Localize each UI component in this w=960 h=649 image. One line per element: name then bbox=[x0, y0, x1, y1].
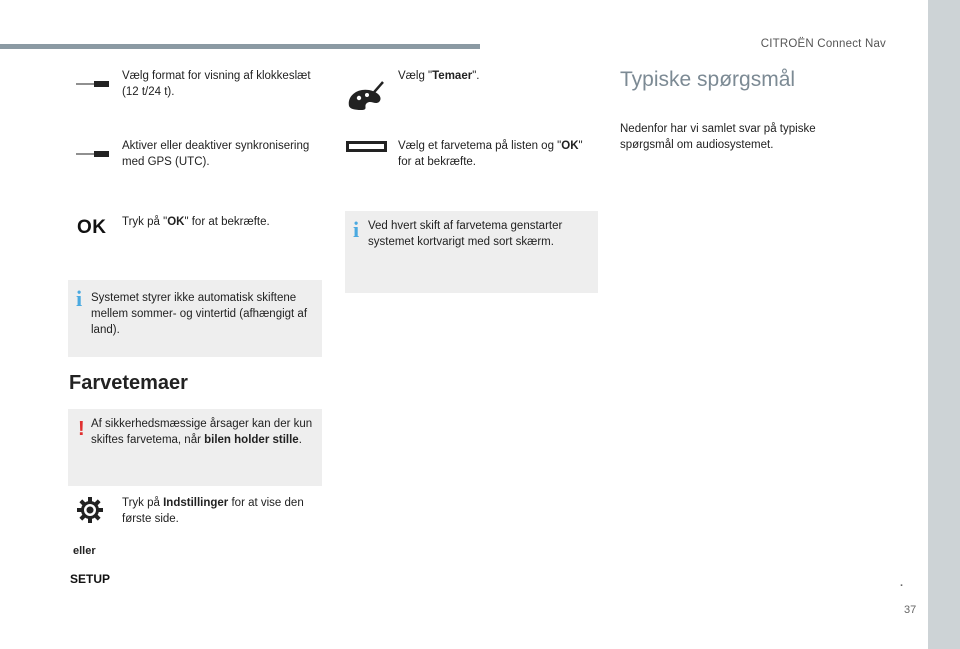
warning-note bbox=[68, 409, 322, 486]
page-number: 37 bbox=[904, 604, 917, 616]
step-choose-theme: Vælg et farvetema på listen og "OK" for at bekræfte. bbox=[398, 140, 583, 168]
rectangle-icon bbox=[346, 141, 388, 153]
slider-icon bbox=[76, 150, 112, 158]
faq-intro: Nedenfor har vi samlet svar på typiske spørgsmål om audiosystemet. bbox=[620, 123, 816, 151]
info-note-text: Ved hvert skift af farvetema genstarter systemet kortvarigt med sort skærm. bbox=[368, 220, 563, 248]
info-note-dst bbox=[68, 280, 322, 357]
info-icon: i bbox=[353, 217, 360, 242]
setup-label: SETUP bbox=[70, 572, 111, 586]
info-icon: i bbox=[76, 286, 83, 311]
info-note-text: Systemet styrer ikke automatisk skiftene mellem sommer- og vintertid (afhængigt af land). bbox=[91, 292, 308, 336]
header-rule bbox=[0, 44, 480, 49]
gear-icon bbox=[76, 496, 104, 524]
step-time-format: Vælg format for visning af klokkeslæt (12 t/24 t). bbox=[122, 70, 311, 98]
faq-title: Typiske spørgsmål bbox=[620, 68, 796, 91]
page-dot: . bbox=[900, 577, 904, 589]
slider-icon bbox=[76, 80, 112, 88]
brand-label: CITROËN Connect Nav bbox=[760, 38, 886, 50]
step-settings: Tryk på Indstillinger for at vise den første side. bbox=[122, 497, 304, 525]
warning-icon: ! bbox=[78, 418, 85, 440]
ok-icon: OK bbox=[77, 217, 107, 238]
section-title: Farvetemaer bbox=[69, 372, 188, 394]
info-note-theme bbox=[345, 211, 598, 293]
palette-icon bbox=[345, 78, 385, 112]
step-temaer: Vælg "Temaer". bbox=[398, 70, 480, 82]
eller-label: eller bbox=[73, 545, 96, 557]
side-strip bbox=[928, 0, 960, 649]
step-gps-sync: Aktiver eller deaktiver synkronisering med GPS (UTC). bbox=[122, 140, 310, 168]
step-ok: Tryk på "OK" for at bekræfte. bbox=[122, 216, 270, 228]
warning-text: Af sikkerhedsmæssige årsager kan der kun skiftes farvetema, når bilen holder stille. bbox=[91, 418, 313, 446]
